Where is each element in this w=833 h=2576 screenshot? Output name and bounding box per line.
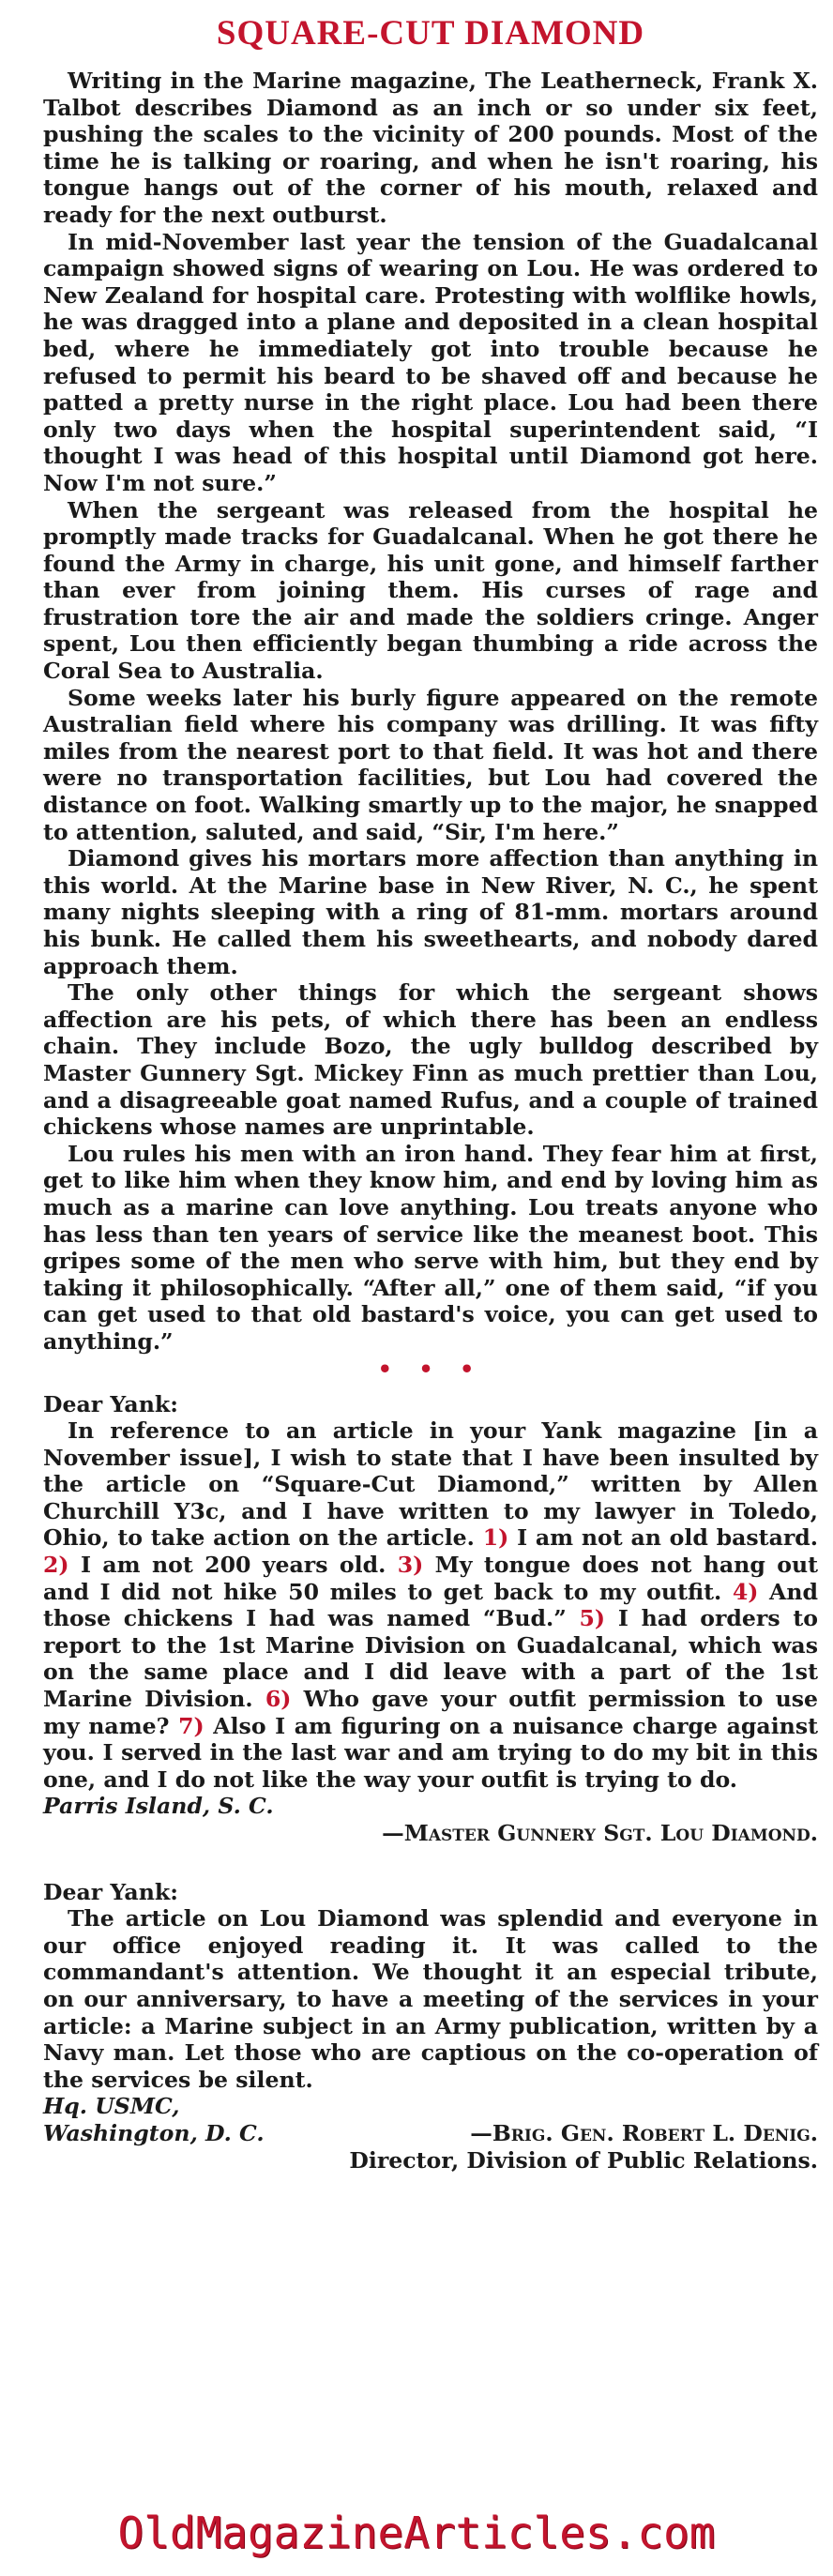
letter-body: The article on Lou Diamond was splendid and everyone in our office enjoyed reading it. It was called to the commandant's attention. We thought it an especial tribute, on our anniversary, to have a meeting of the services in your article: a Marine subject in an Army publication, written by a Navy man. Let those who are captious on the co-operation of the services be silent. [43,1905,818,2093]
point-number: 6) [265,1686,292,1713]
article-paragraph: The only other things for which the sergeant shows affection are his pets, of which there has been an endless chain. They include Bozo, the ugly bulldog described by Master Gunnery Sgt. Mickey Finn as much prettier than Lou, and a disagreeable goat named Rufus, and a couple of trained chickens whose names are unprintable. [43,979,818,1141]
point-number: 4) [732,1578,759,1605]
letter-denig [43,1879,818,2174]
point-text: I am not 200 years old. [80,1552,386,1579]
point-number: 7) [178,1712,204,1739]
article-paragraph: In mid-November last year the tension of the Guadalcanal campaign showed signs of wearing on Lou. He was ordered to New Zealand for hospital care. Protesting with wolflike howls, he was dragged into a plane and deposited in a clean hospital bed, where he immediately got into trouble because he refused to permit his beard to be shaved off and because he patted a pretty nurse in the right place. Lou had been there only two days when the hospital superintendent said, “I thought I was head of this hospital until Diamond got here. Now I'm not sure.” [43,228,818,496]
article-paragraph: Diamond gives his mortars more affection than anything in this world. At the Marine base in New River, N. C., he spent many nights sleeping with a ring of 81-mm. mortars around his bunk. He called them his sweethearts, and nobody dared approach them. [43,845,818,979]
letter-place-line2: Washington, D. C. [43,2119,265,2146]
article-paragraph: Lou rules his men with an iron hand. They fear him at first, get to like him when they know him, and end by loving him as much as a marine can love anything. Lou treats anyone who has less than ten years of service like the meanest boot. This gripes some of the men who serve with him, but they end by taking it philosophically. “After all,” one of them said, “if you can get used to that old bastard's voice, you can get used to anything.” [43,1140,818,1355]
article-paragraph: Some weeks later his burly figure appeared on the remote Australian field where his company was drilling. It was fifty miles from the nearest port to that field. It was hot and there were no transportation facilities, but Lou had covered the distance on foot. Walking smartly up to the major, he snapped to attention, saluted, and said, “Sir, I'm here.” [43,684,818,845]
letter-signature: —Master Gunnery Sgt. Lou Diamond. [382,1820,818,1846]
article-paragraph: When the sergeant was released from the hospital he promptly made tracks for Guadalcanal. When he got there he found the Army in charge, his unit gone, and himself farther than ever from joining them. His curses of rage and frustration tore the air and made the soldiers cringe. Anger spent, Lou then efficiently began thumbing a ride across the Coral Sea to Australia. [43,496,818,685]
letter-diamond [43,1391,818,1847]
point-text: Also I am figuring on a nuisance charge against you. I served in the last war and am trying to do my bit in this one, and I do not like the way your outfit is trying to do. [43,1712,819,1793]
letter-body [43,1417,818,1793]
point-text: And those chickens I had was named “Bud.” [43,1578,818,1632]
section-separator: • • • [377,1355,484,1383]
letter-place-line1: Hq. USMC, [43,2093,180,2120]
article-paragraph: Writing in the Marine magazine, The Leatherneck, Frank X. Talbot describes Diamond as an inch or so under six feet, pushing the scales to the vicinity of 200 pounds. Most of the time he is talking or roaring, and when he isn't roaring, his tongue hangs out of the corner of his mouth, relaxed and ready for the next outburst. [43,68,818,228]
point-text: My tongue does not hang out and I did not hike 50 miles to get back to my outfit. [43,1552,819,1605]
site-watermark: OldMagazineArticles.com [117,2508,716,2558]
letter-place-signature-row [43,2120,818,2147]
letter-gap [43,1847,818,1879]
point-text: I am not an old bastard. [517,1524,819,1552]
point-number: 1) [482,1524,509,1552]
letter-salutation: Dear Yank: [43,1878,178,1905]
article-title: SQUARE-CUT DIAMOND [216,14,645,53]
article-body [43,13,818,2174]
point-text: I had orders to report to the 1st Marine Division on Guadalcanal, which was on the same place and I did leave with a part of the 1st Marine Division. [43,1605,819,1713]
letter-intro: In reference to an article in your Yank magazine [in a November issue], I wish to state that I have been insulted by the article on “Square-Cut Diamond,” written by Allen Churchill Y3c, and I have written to my lawyer in Toledo, Ohio, to take action on the article. [43,1417,818,1552]
point-text: Who gave your outfit permission to use my name? [43,1686,819,1739]
point-number: 3) [397,1552,424,1579]
point-number: 5) [579,1605,606,1632]
letter-signature-title: Director, Division of Public Relations. [349,2146,818,2174]
letter-signature: —Brig. Gen. Robert L. Denig. [470,2119,818,2146]
point-number: 2) [43,1552,69,1579]
letter-salutation: Dear Yank: [43,1390,178,1417]
letter-place: Parris Island, S. C. [43,1793,274,1820]
